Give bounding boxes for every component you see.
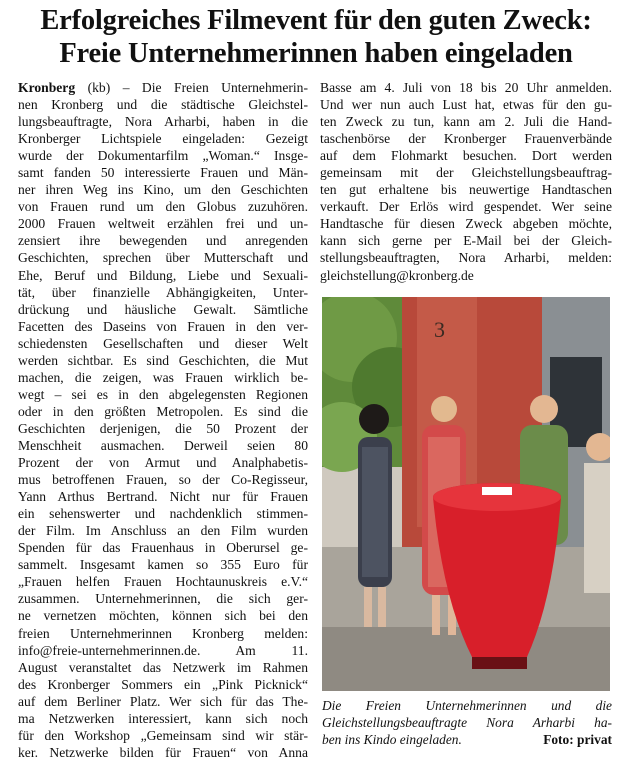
- article-line: ker. Netzwerke bilden für Frauen“ von Anna: [18, 744, 308, 760]
- article-line: freien Unternehmerinnen Kronberg melden:: [18, 625, 308, 641]
- article-line: Basse am 4. Juli von 18 bis 20 Uhr anmelden.: [320, 80, 612, 95]
- article-line: verkauft. Der Erlös wird gespendet. Wer seine: [320, 199, 612, 215]
- article-line: wegt – sei es in den abgelegensten Regionen: [18, 386, 308, 402]
- event-photo: [322, 297, 610, 691]
- article-line: Geschichten, sprechen über Mutterschaft und: [18, 250, 308, 266]
- article-line: nen Kronberg und die städtische Gleichstel-: [18, 97, 308, 113]
- article-line: für den Workshop „Gemeinsam sind wir stär-: [18, 727, 308, 743]
- article-line: Menschheit ausmachen. Derweil seien 80: [18, 437, 308, 453]
- photo-illustration: [322, 297, 610, 691]
- article-line: samt fanden 50 interessierte Frauen und Män-: [18, 165, 308, 181]
- article-line: auf dem Berliner Platz. Wer sich für das The-: [18, 693, 308, 709]
- article-line: drückung und häusliche Gewalt. Sämtliche: [18, 301, 308, 317]
- article-line: kann sich gerne per E-Mail bei der Gleich-: [320, 233, 612, 249]
- article-line: des Kronberger Sommers ein „Pink Picknick“: [18, 676, 308, 692]
- headline: [6, 4, 626, 70]
- article-line: schiedensten Gesellschaften und dieser Welt: [18, 335, 308, 351]
- caption-line: ben ins Kindo eingeladen. Foto: privat: [322, 732, 612, 747]
- headline-line-2: Freie Unternehmerinnen haben eingeladen: [59, 38, 573, 69]
- article-line: taschenbörse der Kronberger Frauenverbände: [320, 131, 612, 147]
- article-line: ner ihren Weg ins Kino, um den Geschichten: [18, 182, 308, 198]
- article-column-left: [18, 79, 308, 761]
- article-line: machen, die zeigen, was Frauen wirklich be-: [18, 369, 308, 385]
- article-line: ten gut erhaltene bis neuwertige Handtaschen: [320, 182, 612, 198]
- caption-line: Die Freien Unternehmerinnen und die: [322, 698, 612, 713]
- article-line: wurde der Dokumentarfilm „Woman.“ Insge-: [18, 148, 308, 164]
- article-line: mus betroffenen Frauen, so der Co-Regisseur,: [18, 472, 308, 488]
- article-line: gleichstellung@kronberg.de: [320, 267, 474, 283]
- article-line: August veranstaltet das Netzwerk im Rahmen: [18, 659, 308, 675]
- article-column-right: [320, 79, 612, 284]
- article-line: Kronberger Lichtspiele eingeladen: Gezeigt: [18, 131, 308, 147]
- article-line: zensiert ihre bewegenden und anregenden: [18, 233, 308, 249]
- article-line: ne vernetzen möchten, können sich bei den: [18, 608, 308, 624]
- article-line: Geschichten derjenigen, die 50 Prozent der: [18, 420, 308, 436]
- dateline: Kronberg: [18, 80, 76, 95]
- article-line: oder in den größten Metropolen. Es sind die: [18, 403, 308, 419]
- article-line: sammelt. Insgesamt kamen so 355 Euro für: [18, 557, 308, 573]
- article-line: „Frauen helfen Frauen Hochtaunuskreis e.V.“: [18, 574, 308, 590]
- article-line: der Film. Im Anschluss an den Film wurden: [18, 523, 308, 539]
- article-line: Facetten des Daseins von Frauen in den ver-: [18, 318, 308, 334]
- article-line: ein sehenswerter und nachdenklich stimmen-: [18, 506, 308, 522]
- article-line: gemeinsam mit der Gleichstellungsbeauftrag-: [320, 165, 612, 181]
- article-line: ten Zweck zu tun, kann am 2. Juli die Hand-: [320, 114, 612, 130]
- photo-caption: [322, 697, 612, 748]
- article-line: Ehe, Beruf und Bildung, Liebe und Sexuali-: [18, 267, 308, 283]
- article-line: auf dem Flohmarkt besuchen. Dort werden: [320, 148, 612, 164]
- photo-credit: Foto: privat: [543, 732, 612, 747]
- article-line: info@freie-unternehmerinnen.de. Am 11.: [18, 642, 308, 658]
- article-line: tät, über finanzielle Abhängigkeiten, Unter-: [18, 284, 308, 300]
- article-line: Handtasche für diesen Zweck abgeben möchte,: [320, 216, 612, 232]
- caption-line: Gleichstellungsbeauftragte Nora Arharbi ha-: [322, 715, 612, 730]
- article-line: stellungsbeauftragten, Nora Arharbi, melden:: [320, 250, 612, 266]
- article-line: lungsbeauftragte, Nora Arharbi, haben in die: [18, 114, 308, 130]
- article-line: werden sichtbar. Es sind Geschichten, die Mut: [18, 352, 308, 368]
- article-line: Prozent der von Armut und Analphabetis-: [18, 455, 308, 471]
- article-line: Und wer nun auch Lust hat, etwas für den gu-: [320, 97, 612, 113]
- article-line: 2000 Frauen weltweit erzählen frei und un-: [18, 216, 308, 232]
- article-line: Spenden für das Frauenhaus in Oberursel ge-: [18, 540, 308, 556]
- article-line: Yann Arthus Bertrand. Nicht nur für Frauen: [18, 489, 308, 505]
- article-line: von Frauen rund um den Globus zuzuhören.: [18, 199, 308, 215]
- article-line: zusammen. Unternehmerinnen, die sich ger-: [18, 591, 308, 607]
- article-line: Kronberg (kb) – Die Freien Unternehmerin-: [18, 80, 308, 95]
- article-line: ma Netzwerken interessiert, kann sich noch: [18, 710, 308, 726]
- photo-house-number: 3: [434, 317, 445, 342]
- headline-line-1: Erfolgreiches Filmevent für den guten Zweck:: [40, 5, 592, 36]
